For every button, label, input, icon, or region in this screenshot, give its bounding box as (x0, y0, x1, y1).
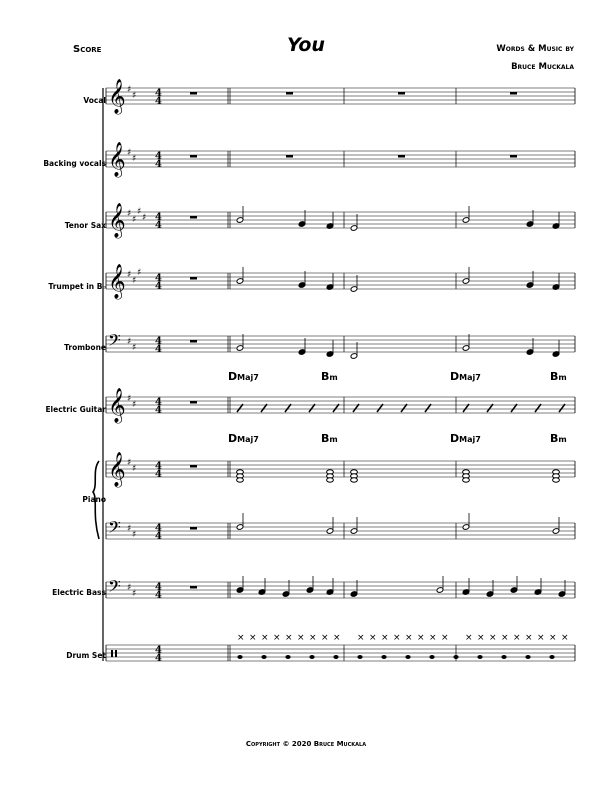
drum-notehead (453, 655, 458, 659)
cymbal-x-notehead-icon: × (441, 633, 449, 643)
drum-notehead (237, 655, 242, 659)
cymbal-x-notehead-icon: × (249, 633, 257, 643)
sharp-icon: ♯ (132, 154, 137, 164)
chord-symbol-piano: DMaj7 (450, 432, 481, 445)
cymbal-x-notehead-icon: × (513, 633, 521, 643)
score-label: Score (73, 44, 102, 55)
drum-notehead (525, 655, 530, 659)
cymbal-x-notehead-icon: × (465, 633, 473, 643)
time-signature-numerator: 4 (155, 645, 162, 656)
time-signature-numerator: 4 (155, 582, 162, 593)
sharp-icon: ♯ (132, 276, 137, 286)
cymbal-x-notehead-icon: × (489, 633, 497, 643)
sharp-icon: ♯ (142, 213, 147, 223)
instrument-label-trombone: Trombone (64, 343, 106, 352)
copyright-notice: Copyright © 2020 Bruce Muckala (245, 740, 367, 748)
time-signature-numerator: 4 (155, 88, 162, 99)
chord-symbol-piano: Bm (550, 432, 567, 445)
sharp-icon: ♯ (132, 589, 137, 599)
time-signature-numerator: 4 (155, 212, 162, 223)
whole-rest-icon (190, 401, 197, 404)
instrument-label-drum-set: Drum Set (66, 651, 106, 660)
cymbal-x-notehead-icon: × (333, 633, 341, 643)
chord-symbol-guitar: Bm (550, 370, 567, 383)
cymbal-x-notehead-icon: × (561, 633, 569, 643)
drum-notehead (549, 655, 554, 659)
sharp-icon: ♯ (127, 337, 132, 347)
chord-notehead (351, 478, 358, 482)
time-signature-numerator: 4 (155, 273, 162, 284)
chord-notehead (327, 478, 334, 482)
chord-symbol-guitar: DMaj7 (228, 370, 259, 383)
cymbal-x-notehead-icon: × (369, 633, 377, 643)
instrument-label-electric-bass: Electric Bass (52, 588, 106, 597)
song-title: You (287, 34, 325, 56)
whole-rest-icon (510, 155, 517, 158)
drum-notehead (477, 655, 482, 659)
drum-notehead (309, 655, 314, 659)
sharp-icon: ♯ (132, 215, 137, 225)
cymbal-x-notehead-icon: × (501, 633, 509, 643)
time-signature-denominator: 4 (155, 281, 162, 292)
whole-rest-icon (190, 465, 197, 468)
time-signature-denominator: 4 (155, 344, 162, 355)
cymbal-x-notehead-icon: × (549, 633, 557, 643)
time-signature-denominator: 4 (155, 531, 162, 542)
cymbal-x-notehead-icon: × (309, 633, 317, 643)
sharp-icon: ♯ (127, 583, 132, 593)
whole-rest-icon (190, 277, 197, 280)
treble-clef-icon: 𝄞 (108, 203, 126, 238)
cymbal-x-notehead-icon: × (357, 633, 365, 643)
whole-rest-icon (286, 92, 293, 95)
bass-clef-icon: 𝄢 (108, 330, 121, 354)
drum-notehead (261, 655, 266, 659)
whole-rest-icon (510, 92, 517, 95)
sharp-icon: ♯ (132, 400, 137, 410)
cymbal-x-notehead-icon: × (297, 633, 305, 643)
time-signature-numerator: 4 (155, 151, 162, 162)
time-signature-numerator: 4 (155, 336, 162, 347)
percussion-clef-icon (111, 650, 113, 657)
time-signature-denominator: 4 (155, 405, 162, 416)
time-signature-denominator: 4 (155, 220, 162, 231)
bass-clef-icon: 𝄢 (108, 517, 121, 541)
chord-notehead (553, 478, 560, 482)
cymbal-x-notehead-icon: × (321, 633, 329, 643)
time-signature-denominator: 4 (155, 469, 162, 480)
treble-clef-icon: 𝄞 (108, 264, 126, 299)
cymbal-x-notehead-icon: × (477, 633, 485, 643)
sharp-icon: ♯ (127, 394, 132, 404)
cymbal-x-notehead-icon: × (285, 633, 293, 643)
sharp-icon: ♯ (137, 207, 142, 217)
time-signature-numerator: 4 (155, 397, 162, 408)
percussion-clef-icon (115, 650, 117, 657)
piano-brace (93, 461, 99, 539)
time-signature-numerator: 4 (155, 461, 162, 472)
treble-clef-icon: 𝄞 (108, 142, 126, 177)
instrument-label-tenor-sax: Tenor Sax (64, 221, 106, 230)
time-signature-denominator: 4 (155, 159, 162, 170)
treble-clef-icon: 𝄞 (108, 388, 126, 423)
time-signature-denominator: 4 (155, 653, 162, 664)
chord-symbol-piano: Bm (321, 432, 338, 445)
whole-rest-icon (190, 155, 197, 158)
drum-notehead (357, 655, 362, 659)
time-signature-denominator: 4 (155, 590, 162, 601)
time-signature-numerator: 4 (155, 523, 162, 534)
drum-notehead (501, 655, 506, 659)
cymbal-x-notehead-icon: × (429, 633, 437, 643)
instrument-label-trumpet: Trumpet in B♭ (48, 282, 106, 291)
instrument-label-piano: Piano (82, 495, 106, 504)
chord-symbol-guitar: Bm (321, 370, 338, 383)
whole-rest-icon (190, 216, 197, 219)
chord-notehead (237, 478, 244, 482)
sharp-icon: ♯ (127, 148, 132, 158)
bass-clef-icon: 𝄢 (108, 576, 121, 600)
credit-words-music: Words & Music by (496, 44, 574, 54)
drum-notehead (405, 655, 410, 659)
treble-clef-icon: 𝄞 (108, 79, 126, 114)
cymbal-x-notehead-icon: × (261, 633, 269, 643)
drum-notehead (285, 655, 290, 659)
whole-rest-icon (190, 92, 197, 95)
sharp-icon: ♯ (127, 209, 132, 219)
cymbal-x-notehead-icon: × (273, 633, 281, 643)
sharp-icon: ♯ (132, 464, 137, 474)
time-signature-denominator: 4 (155, 96, 162, 107)
chord-symbol-guitar: DMaj7 (450, 370, 481, 383)
instrument-label-electric-guitar: Electric Guitar (45, 405, 106, 414)
cymbal-x-notehead-icon: × (405, 633, 413, 643)
cymbal-x-notehead-icon: × (417, 633, 425, 643)
whole-rest-icon (398, 92, 405, 95)
treble-clef-icon: 𝄞 (108, 452, 126, 487)
cymbal-x-notehead-icon: × (237, 633, 245, 643)
credit-composer: Bruce Muckala (511, 62, 574, 72)
cymbal-x-notehead-icon: × (537, 633, 545, 643)
sharp-icon: ♯ (127, 458, 132, 468)
whole-rest-icon (398, 155, 405, 158)
instrument-label-backing-vocals: Backing vocals (43, 159, 106, 168)
whole-rest-icon (190, 586, 197, 589)
sharp-icon: ♯ (127, 270, 132, 280)
cymbal-x-notehead-icon: × (381, 633, 389, 643)
sharp-icon: ♯ (127, 524, 132, 534)
sharp-icon: ♯ (132, 91, 137, 101)
sharp-icon: ♯ (132, 530, 137, 540)
whole-rest-icon (190, 340, 197, 343)
chord-symbol-piano: DMaj7 (228, 432, 259, 445)
instrument-label-vocal: Vocal (83, 96, 106, 105)
whole-rest-icon (286, 155, 293, 158)
sharp-icon: ♯ (127, 85, 132, 95)
sharp-icon: ♯ (137, 268, 142, 278)
drum-notehead (429, 655, 434, 659)
whole-rest-icon (190, 527, 197, 530)
drum-notehead (381, 655, 386, 659)
cymbal-x-notehead-icon: × (525, 633, 533, 643)
drum-notehead (333, 655, 338, 659)
sharp-icon: ♯ (132, 343, 137, 353)
chord-notehead (463, 478, 470, 482)
cymbal-x-notehead-icon: × (393, 633, 401, 643)
